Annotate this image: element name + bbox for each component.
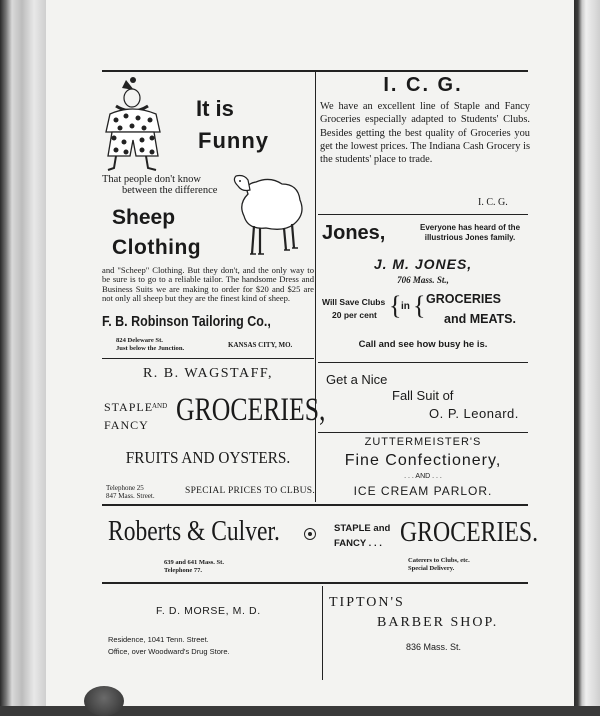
icg-signature: I. C. G. [478, 197, 508, 208]
roberts-address-1: 639 and 641 Mass. St. [164, 559, 224, 566]
roberts-groceries: GROCERIES. [400, 516, 539, 548]
right-divider-1 [318, 214, 528, 215]
jones-address: 706 Mass. St., [397, 275, 449, 285]
zutter-parlor: ICE CREAM PARLOR. [353, 484, 493, 498]
zutter-and: . . . AND . . . [404, 473, 442, 480]
book-binding [570, 0, 600, 706]
morse-residence: Residence, 1041 Tenn. Street. [108, 635, 209, 644]
morse-name: F. D. MORSE, M. D. [156, 605, 261, 617]
robinson-address-2: Just below the Junction. [116, 345, 185, 352]
left-divider-1 [102, 358, 314, 359]
bottom-column-rule [322, 586, 323, 680]
wagstaff-telephone: Telephone 25 [106, 484, 144, 492]
wagstaff-fancy: FANCY [104, 418, 149, 432]
center-column-rule [315, 72, 316, 502]
robinson-line-1: That people don't know [102, 174, 201, 185]
zutter-name: ZUTTERMEISTER'S [364, 436, 482, 448]
roberts-caterers: Caterers to Clubs, etc. [408, 557, 470, 564]
sheep-illustration [230, 174, 308, 264]
wagstaff-and: AND [152, 402, 168, 410]
leonard-line-1: Get a Nice [326, 372, 388, 387]
wagstaff-name: R. B. WAGSTAFF, [142, 366, 274, 381]
roberts-staple: STAPLE and [334, 523, 391, 534]
jones-save-1: Will Save Clubs [322, 297, 386, 307]
jones-right-brace: { [413, 291, 426, 320]
icg-title: I. C. G. [383, 74, 463, 96]
wagstaff-address: 847 Mass. Street. [106, 492, 155, 500]
tipton-address: 836 Mass. St. [406, 642, 462, 652]
robinson-firm-name: F. B. Robinson Tailoring Co., [102, 314, 271, 330]
robinson-body: and "Scheep" Clothing. But they don't, and the only way to be sure is to go to a reliable tailor. The handsome Dress and Business Suits we are making to order for $20 and $25 are not only all sheep but they are the finest kind of sheep. [102, 265, 314, 303]
advertisement-page [46, 0, 574, 706]
robinson-headline-2: Funny [198, 128, 269, 153]
jones-groceries: GROCERIES [426, 292, 502, 306]
wagstaff-special: SPECIAL PRICES TO CLBUS. [185, 486, 316, 496]
jones-in: in [401, 301, 410, 312]
robinson-headline-1: It is [196, 96, 234, 121]
wagstaff-fruits: FRUITS AND OYSTERS. [125, 448, 291, 467]
jones-left-brace: { [389, 291, 402, 320]
tipton-shop: BARBER SHOP. [377, 615, 499, 630]
thumb-shadow [84, 686, 124, 716]
middle-band-top-rule [102, 504, 528, 506]
middle-band-bottom-rule [102, 582, 528, 584]
roberts-fancy: FANCY . . . [334, 538, 382, 549]
zutter-confectionery: Fine Confectionery, [344, 452, 502, 469]
icg-body: We have an excellent line of Staple and Fancy Groceries especially adapted to Students' Clubs. Besides getting the best quality of Groceries you get the lowest prices. The Indiana Cash Grocery is the students' place to trade. [320, 101, 530, 166]
roberts-ornament [304, 528, 316, 540]
jones-tagline-1: Everyone has heard of the [419, 223, 521, 232]
jones-title: Jones, [322, 222, 386, 244]
jones-save-2: 20 per cent [332, 310, 377, 320]
leonard-line-3: O. P. Leonard. [429, 406, 519, 421]
clown-illustration [102, 76, 164, 174]
robinson-city: KANSAS CITY, MO. [228, 341, 293, 349]
roberts-culver-name: Roberts & Culver. [108, 516, 280, 547]
wagstaff-staple: STAPLE [104, 400, 154, 414]
robinson-address-1: 824 Deleware St. [116, 337, 163, 344]
morse-office: Office, over Woodward's Drug Store. [108, 647, 230, 656]
robinson-big-2: Clothing [112, 236, 202, 259]
jones-name: J. M. JONES, [373, 256, 473, 272]
right-divider-2 [318, 362, 528, 363]
robinson-line-2: between the difference [122, 185, 218, 196]
book-page-edges [0, 0, 46, 706]
right-divider-3 [318, 432, 528, 433]
robinson-big-1: Sheep [112, 206, 176, 229]
jones-tagline-2: illustrious Jones family. [424, 233, 516, 242]
tipton-name: TIPTON'S [329, 595, 405, 610]
jones-meats: and MEATS. [444, 312, 516, 326]
jones-call: Call and see how busy he is. [358, 339, 488, 350]
wagstaff-groceries: GROCERIES, [176, 392, 326, 428]
leonard-line-2: Fall Suit of [392, 388, 454, 403]
roberts-address-2: Telephone 77. [164, 567, 203, 574]
roberts-delivery: Special Delivery. [408, 565, 455, 572]
